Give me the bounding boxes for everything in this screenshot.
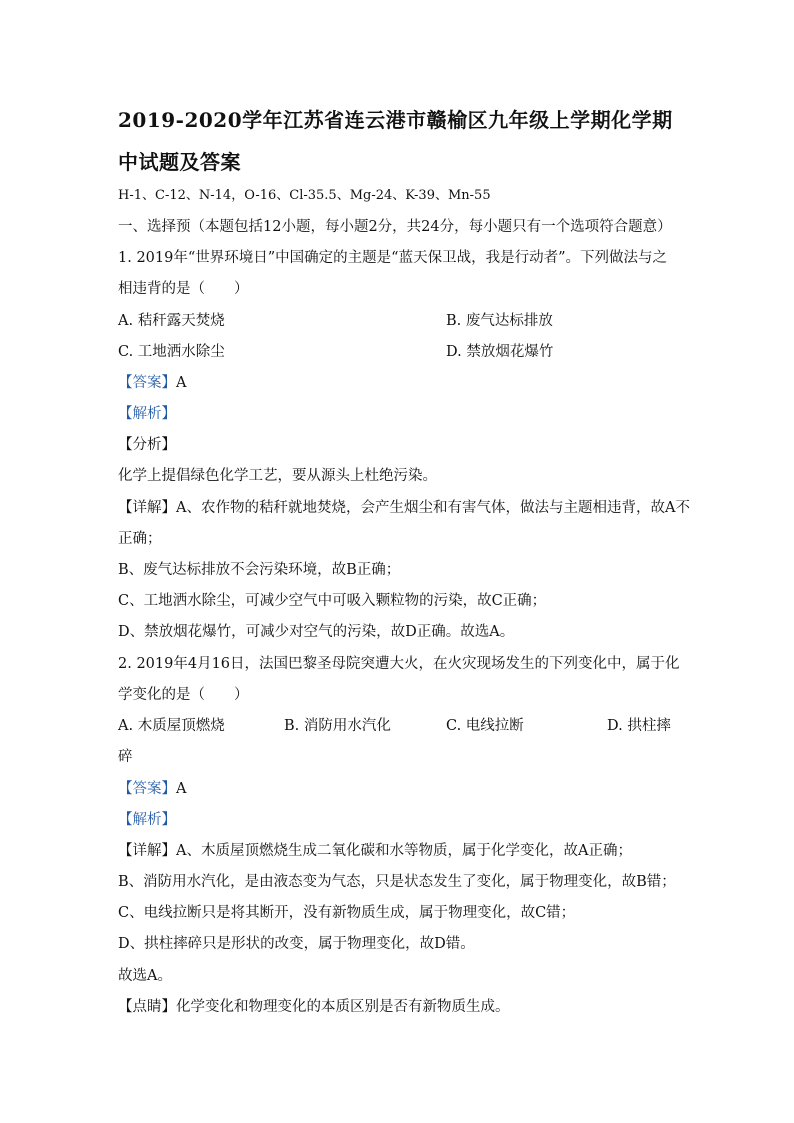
q1-fenxi-tag: 【分析】: [118, 437, 176, 453]
dianjing-text: 化学变化和物理变化的本质区别是否有新物质生成。: [176, 999, 510, 1015]
xiangjie-tag: 【详解】: [118, 843, 176, 859]
q2-detail-a: [118, 841, 678, 861]
q2-option-d: D. 拱柱摔: [607, 718, 671, 734]
atomic-masses: H-1、C-12、N-14，O-16、Cl-35.5、Mg-24、K-39、Mn-55: [118, 188, 491, 203]
q1-option-c: C. 工地洒水除尘: [118, 344, 225, 360]
q2-dianjing: [118, 997, 678, 1017]
q2-stem-line-2: 学变化的是（ ）: [118, 687, 249, 703]
q2-option-a: A. 木质屋顶燃烧: [118, 718, 225, 734]
xiangjie-tag: 【详解】: [118, 500, 176, 516]
q1-stem-line-1: 1. 2019年“世界环境日”中国确定的主题是“蓝天保卫战，我是行动者”。下列做法与之: [118, 250, 667, 266]
answer-tag: 【答案】: [118, 781, 176, 797]
q2-option-d-continuation: 碎: [118, 749, 133, 765]
q1-jiexi-tag: 【解析】: [118, 406, 176, 422]
q2-conclusion: 故选A。: [118, 968, 172, 984]
q1-stem-line-2: 相违背的是（ ）: [118, 281, 249, 297]
document-title-line-2: 中试题及答案: [118, 150, 241, 174]
q2-option-c: C. 电线拉断: [446, 718, 524, 734]
q2-option-b: B. 消防用水汽化: [284, 718, 391, 734]
q1-option-d: D. 禁放烟花爆竹: [446, 344, 554, 360]
dianjing-tag: 【点睛】: [118, 999, 176, 1015]
detail-text: A、木质屋顶燃烧生成二氧化碳和水等物质，属于化学变化，故A正确；: [176, 843, 632, 859]
q1-option-a: A. 秸秆露天焚烧: [118, 313, 225, 329]
q2-answer: [118, 779, 678, 799]
q2-detail-c: C、电线拉断只是将其断开，没有新物质生成，属于物理变化，故C错；: [118, 905, 576, 921]
answer-value: A: [176, 375, 187, 391]
q1-detail-d: D、禁放烟花爆竹，可减少对空气的污染，故D正确。故选A。: [118, 624, 515, 640]
q1-option-b: B. 废气达标排放: [446, 313, 553, 329]
document-title-line-1: 2019-2020学年江苏省连云港市赣榆区九年级上学期化学期: [118, 108, 673, 132]
q2-detail-d: D、拱柱摔碎只是形状的改变，属于物理变化，故D错。: [118, 936, 475, 952]
q1-detail-a-line-2: 正确；: [118, 531, 162, 547]
q1-detail-c: C、工地洒水除尘，可减少空气中可吸入颗粒物的污染，故C正确；: [118, 593, 547, 609]
q1-detail-b: B、废气达标排放不会污染环境，故B正确；: [118, 562, 401, 578]
q2-stem-line-1: 2. 2019年4月16日，法国巴黎圣母院突遭大火，在火灾现场发生的下列变化中，属于化: [118, 656, 680, 672]
detail-text: A、农作物的秸秆就地焚烧，会产生烟尘和有害气体，做法与主题相违背，故A不: [176, 500, 690, 516]
q2-detail-b: B、消防用水汽化，是由液态变为气态，只是状态发生了变化，属于物理变化，故B错；: [118, 874, 676, 890]
answer-tag: 【答案】: [118, 375, 176, 391]
q1-fenxi-text: 化学上提倡绿色化学工艺，要从源头上杜绝污染。: [118, 468, 437, 484]
answer-value: A: [176, 781, 187, 797]
section-header: 一、选择预（本题包括12小题，每小题2分，共24分，每小题只有一个选项符合题意）: [118, 219, 672, 235]
q1-detail-a-line-1: [118, 498, 690, 518]
q1-answer: [118, 373, 678, 393]
q2-jiexi-tag: 【解析】: [118, 812, 176, 828]
